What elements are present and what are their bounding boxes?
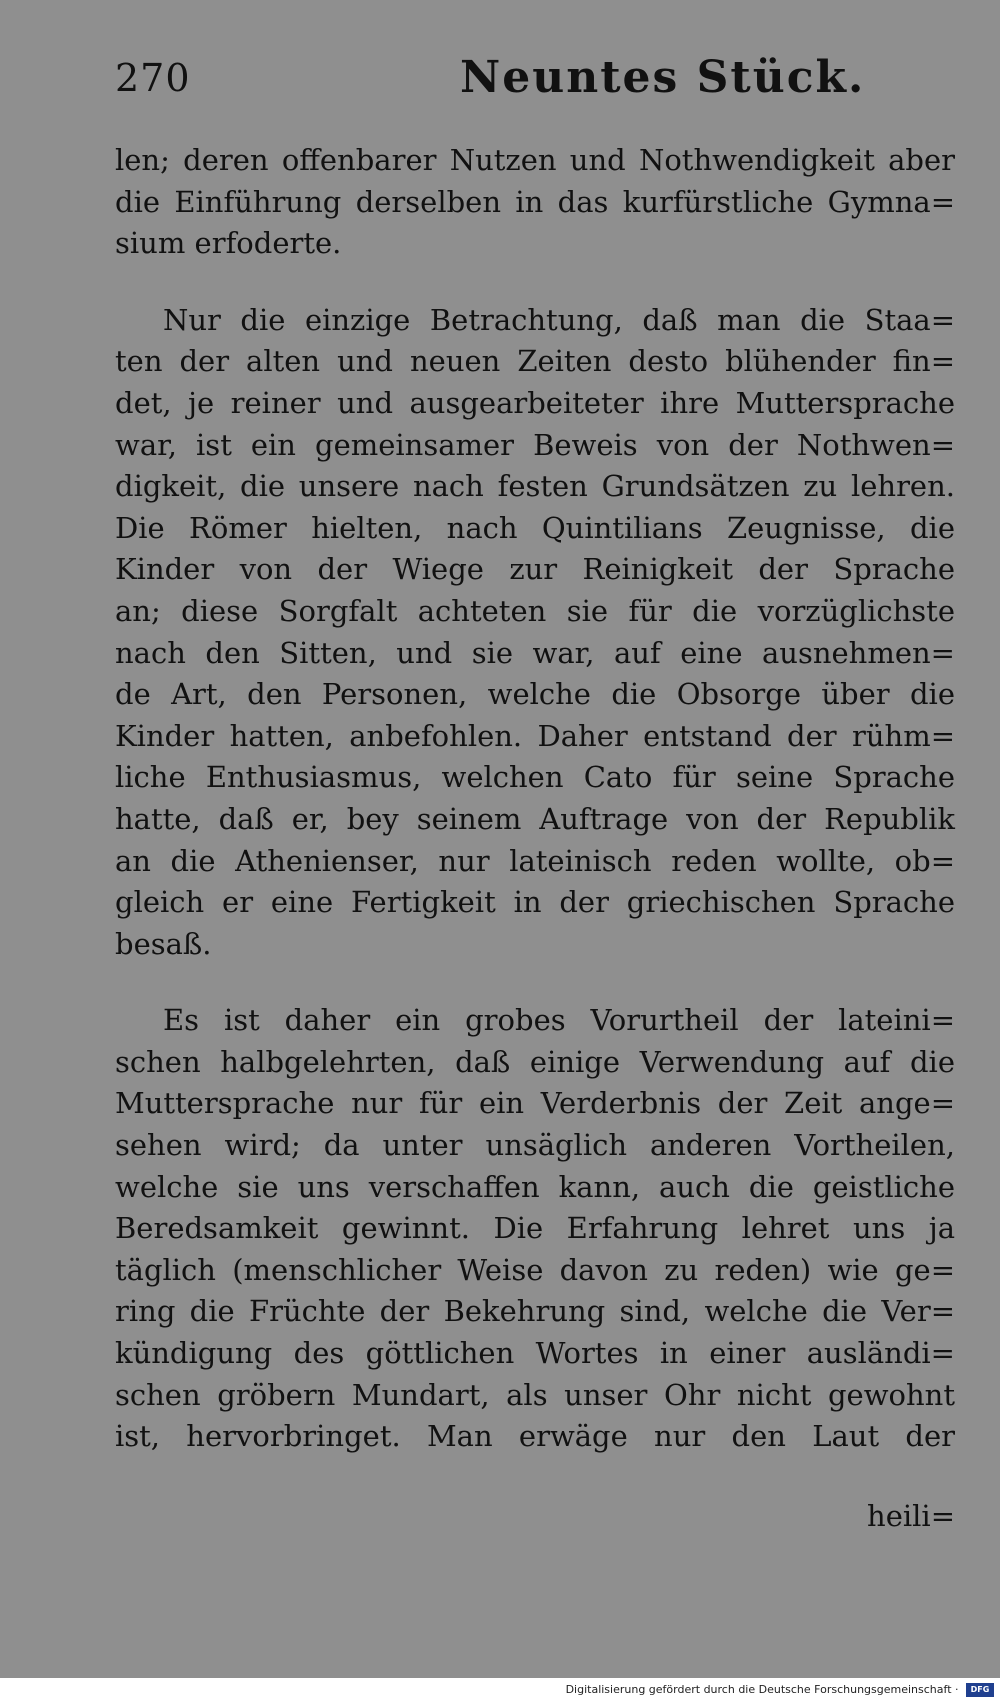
text-line: war, ist ein gemeinsamer Beweis von der Nothwen= — [115, 427, 955, 462]
text-line: an; diese Sorgfalt achteten sie für die vorzüglichste — [115, 593, 955, 628]
page-number: 270 — [115, 56, 191, 100]
text-line: Nur die einzige Betrachtung, daß man die Staa= — [163, 302, 955, 337]
text-line: ist, hervorbringet. Man erwäge nur den Laut der — [115, 1419, 955, 1454]
body-text — [115, 140, 955, 1458]
text-line: die Einführung derselben in das kurfürstliche Gymna= — [115, 184, 955, 219]
text-line: Kinder hatten, anbefohlen. Daher entstand der rühm= — [115, 718, 955, 753]
text-line: Muttersprache nur für ein Verderbnis der Zeit ange= — [115, 1086, 955, 1121]
catchword: heili= — [867, 1499, 955, 1533]
text-line: schen halbgelehrten, daß einige Verwendung auf die — [115, 1044, 955, 1079]
text-line: an die Athenienser, nur lateinisch reden wollte, ob= — [115, 843, 955, 878]
text-line: welche sie uns verschaffen kann, auch die geistliche — [115, 1169, 955, 1204]
text-line: nach den Sitten, und sie war, auf eine ausnehmen= — [115, 635, 955, 670]
paragraph-3 — [115, 1000, 955, 1458]
text-line: det, je reiner und ausgearbeiteter ihre Muttersprache — [115, 385, 955, 420]
running-head: Neuntes Stück. — [460, 52, 866, 103]
paragraph-1 — [115, 140, 955, 265]
text-line: sehen wird; da unter unsäglich anderen Vortheilen, — [115, 1128, 955, 1163]
text-line: gleich er eine Fertigkeit in der griechischen Sprache — [115, 885, 955, 920]
text-line: Kinder von der Wiege zur Reinigkeit der Sprache — [115, 552, 955, 587]
text-line: Die Römer hielten, nach Quintilians Zeugnisse, die — [115, 510, 955, 545]
footer-credit: Digitalisierung gefördert durch die Deutsche Forschungsgemeinschaft · — [565, 1683, 959, 1696]
text-line: de Art, den Personen, welche die Obsorge über die — [115, 677, 955, 712]
text-line: liche Enthusiasmus, welchen Cato für seine Sprache — [115, 760, 955, 795]
paragraph-gap — [115, 965, 955, 1000]
text-line: ten der alten und neuen Zeiten desto blühender fin= — [115, 344, 955, 379]
text-line: Beredsamkeit gewinnt. Die Erfahrung lehret uns ja — [115, 1211, 955, 1246]
text-line: täglich (menschlicher Weise davon zu reden) wie ge= — [115, 1252, 955, 1287]
paragraph-gap — [115, 265, 955, 300]
text-line: hatte, daß er, bey seinem Auftrage von der Republik — [115, 801, 955, 836]
text-line: Es ist daher ein grobes Vorurtheil der lateini= — [163, 1003, 955, 1038]
text-line: besaß. — [115, 926, 212, 961]
page-header — [115, 52, 945, 112]
paragraph-2 — [115, 300, 955, 966]
text-line: ring die Früchte der Bekehrung sind, welche die Ver= — [115, 1294, 955, 1329]
text-line: sium erfoderte. — [115, 226, 342, 261]
text-line: schen gröbern Mundart, als unser Ohr nicht gewohnt — [115, 1377, 955, 1412]
digitization-footer — [0, 1678, 1000, 1702]
dfg-logo-icon: DFG — [966, 1683, 994, 1697]
text-line: digkeit, die unsere nach festen Grundsätzen zu lehren. — [115, 469, 955, 504]
text-line: len; deren offenbarer Nutzen und Nothwendigkeit aber — [115, 143, 955, 177]
text-line: kündigung des göttlichen Wortes in einer ausländi= — [115, 1336, 955, 1371]
